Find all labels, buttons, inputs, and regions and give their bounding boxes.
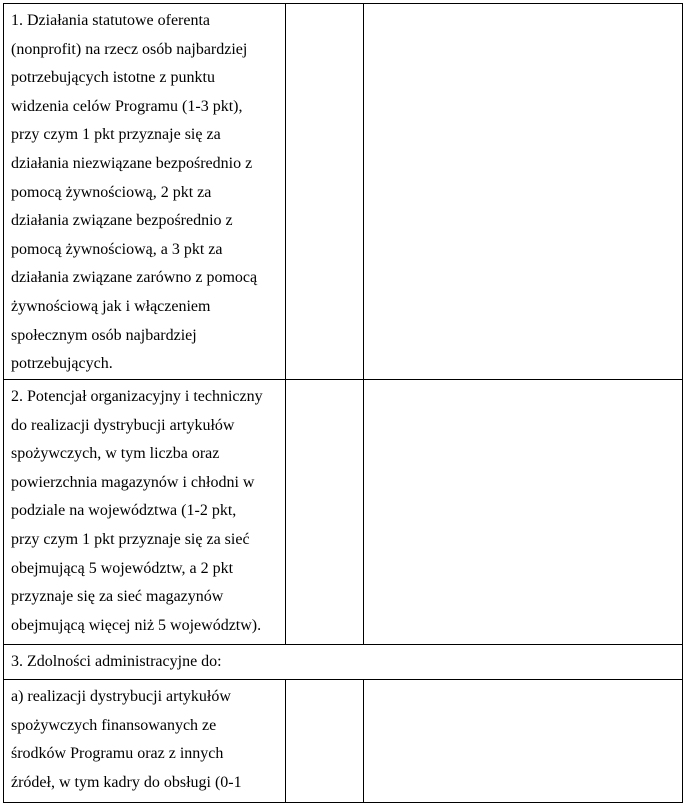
criterion-2-line: przyznaje się za sieć magazynów [11,588,224,606]
criterion-1-line: pomocą żywnościową, a 3 pkt za [11,240,223,258]
criteria-table [3,3,683,803]
criterion-2-points-cell[interactable] [286,380,364,645]
criterion-3-heading-cell [4,645,683,680]
table-row [4,4,683,380]
criterion-3a-cell [4,680,286,803]
criterion-1-line: społecznym osób najbardziej [11,326,197,344]
criterion-3a-line: a) realizacji dystrybucji artykułów [11,688,231,705]
criterion-2-line: obejmującą 5 województw, a 2 pkt [11,559,234,577]
criterion-2-line: do realizacji dystrybucji artykułów [11,416,235,434]
criterion-1-line: 1. Działania statutowe oferenta [11,12,211,29]
criterion-1-line: (nonprofit) na rzecz osób najbardziej [11,40,248,58]
criterion-1-line: pomocą żywnościową, 2 pkt za [11,183,212,201]
table-row [4,380,683,645]
criterion-1-line: działania niezwiązane bezpośrednio z [11,154,253,172]
table-row [4,645,683,680]
criterion-1-cell [4,4,286,380]
criterion-3a-line: spożywczych finansowanych ze [11,716,217,734]
criterion-1-line: potrzebujących. [11,355,113,373]
criterion-2-line: obejmującą więcej niż 5 województw). [11,616,262,634]
criterion-1-line: przy czym 1 pkt przyznaje się za [11,126,221,144]
criterion-3a-notes-cell[interactable] [364,680,683,803]
criterion-3a-line: środków Programu oraz z innych [11,745,224,763]
criterion-3-heading: 3. Zdolności administracyjne do: [11,653,222,670]
criterion-2-line: powierzchnia magazynów i chłodni w [11,473,255,491]
criterion-2-line: podziale na województwa (1-2 pkt, [11,502,237,520]
criterion-2-line: spożywczych, w tym liczba oraz [11,445,220,463]
criterion-2-cell [4,380,286,645]
criterion-1-line: potrzebujących istotne z punktu [11,69,215,87]
criterion-3a-line: źródeł, w tym kadry do obsługi (0-1 [11,773,242,791]
criterion-2-line: 2. Potencjał organizacyjny i techniczny [11,388,263,405]
criterion-1-line: żywnościową jak i włączeniem [11,297,211,315]
criterion-1-points-cell[interactable] [286,4,364,380]
table-row [4,680,683,803]
criterion-2-notes-cell[interactable] [364,380,683,645]
criterion-1-line: działania związane bezpośrednio z [11,212,233,230]
criterion-3a-points-cell[interactable] [286,680,364,803]
criterion-2-line: przy czym 1 pkt przyznaje się za sieć [11,530,250,548]
criterion-1-line: widzenia celów Programu (1-3 pkt), [11,97,243,115]
criterion-1-line: działania związane zarówno z pomocą [11,269,258,287]
criterion-1-notes-cell[interactable] [364,4,683,380]
